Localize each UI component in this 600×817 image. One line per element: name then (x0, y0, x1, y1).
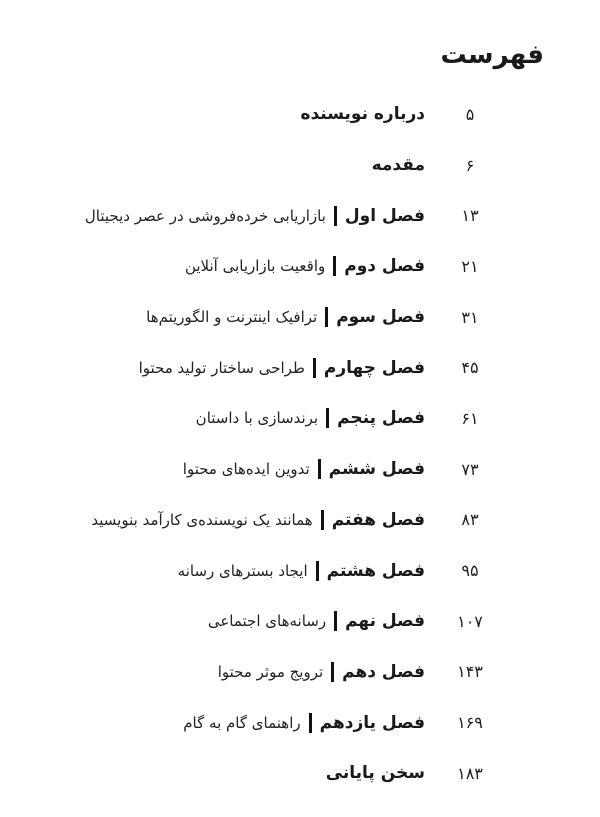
chapter-title: طراحی ساختار تولید محتوا (138, 358, 305, 377)
entry-text (196, 408, 425, 428)
entry-text (185, 256, 425, 276)
page-number: ۹۵ (461, 561, 479, 581)
page-number: ۱۶۹ (457, 713, 483, 733)
chapter-label: فصل پنجم (337, 408, 425, 429)
chapter-label: سخن پایانی (325, 763, 425, 784)
page-number: ۱۴۳ (457, 662, 483, 682)
toc-entry (0, 697, 600, 748)
page-number: ۶ (465, 155, 475, 175)
chapter-label: فصل نهم (345, 611, 425, 632)
entry-text (146, 307, 425, 327)
toc-entry (0, 342, 600, 393)
toc-entry (0, 545, 600, 596)
page-number: ۱۸۳ (457, 763, 483, 783)
chapter-title: ترافیک اینترنت و الگوریتم‌ها (146, 308, 318, 327)
chapter-label: فصل هشتم (326, 560, 425, 581)
page-number: ۵ (465, 104, 475, 124)
toc-entry (0, 647, 600, 698)
toc-entry (0, 292, 600, 343)
separator-bar (316, 561, 319, 581)
toc-list (0, 89, 600, 799)
page-number: ۳۱ (461, 307, 479, 327)
separator-bar (325, 307, 328, 327)
separator-bar (326, 408, 329, 428)
toc-entry (0, 495, 600, 546)
entry-text (326, 763, 425, 783)
entry-text (91, 510, 425, 530)
chapter-title: ترویج موثر محتوا (217, 662, 324, 681)
separator-bar (309, 713, 312, 733)
toc-entry (0, 89, 600, 140)
toc-entry (0, 596, 600, 647)
chapter-label: فصل اول (344, 205, 425, 226)
chapter-label: مقدمه (371, 155, 425, 176)
entry-text (208, 611, 425, 631)
page-number: ۱۳ (461, 206, 479, 226)
entry-text (139, 358, 425, 378)
chapter-title: برندسازی با داستان (195, 409, 319, 428)
page-number: ۶۱ (461, 408, 479, 428)
entry-text (178, 561, 425, 581)
chapter-title: همانند یک نویسنده‌ی کارآمد بنویسید (91, 510, 313, 529)
page-title: فهرست (440, 40, 544, 70)
chapter-title: ایجاد بسترهای رسانه (177, 561, 308, 580)
entry-text (85, 206, 425, 226)
page-number: ۴۵ (461, 358, 479, 378)
entry-text (372, 155, 425, 175)
chapter-title: رسانه‌های اجتماعی (207, 612, 327, 631)
chapter-title: تدوین ایده‌های محتوا (182, 460, 310, 479)
toc-entry (0, 140, 600, 191)
toc-entry (0, 444, 600, 495)
chapter-label: درباره نویسنده (300, 104, 425, 125)
entry-text (183, 713, 425, 733)
chapter-label: فصل دهم (342, 661, 425, 682)
toc-entry (0, 190, 600, 241)
chapter-label: فصل دوم (344, 256, 425, 277)
chapter-label: فصل یازدهم (319, 712, 425, 733)
chapter-label: فصل هفتم (331, 509, 425, 530)
page-number: ۲۱ (461, 256, 479, 276)
separator-bar (313, 358, 316, 378)
chapter-title: راهنمای گام به گام (183, 713, 301, 732)
page-number: ۸۳ (461, 510, 479, 530)
toc-entry (0, 393, 600, 444)
page-number: ۷۳ (461, 459, 479, 479)
entry-text (183, 459, 425, 479)
separator-bar (334, 206, 337, 226)
separator-bar (318, 459, 321, 479)
chapter-label: فصل چهارم (323, 357, 425, 378)
chapter-title: واقعیت بازاریابی آنلاین (184, 257, 326, 276)
page-number: ۱۰۷ (457, 611, 483, 631)
separator-bar (333, 256, 336, 276)
toc-entry (0, 241, 600, 292)
separator-bar (331, 662, 334, 682)
chapter-label: فصل سوم (336, 307, 425, 328)
entry-text (300, 104, 425, 124)
chapter-title: بازاریابی خرده‌فروشی در عصر دیجیتال (84, 206, 326, 225)
entry-text (218, 662, 425, 682)
chapter-label: فصل ششم (328, 459, 425, 480)
toc-entry (0, 748, 600, 799)
separator-bar (321, 510, 324, 530)
separator-bar (334, 611, 337, 631)
